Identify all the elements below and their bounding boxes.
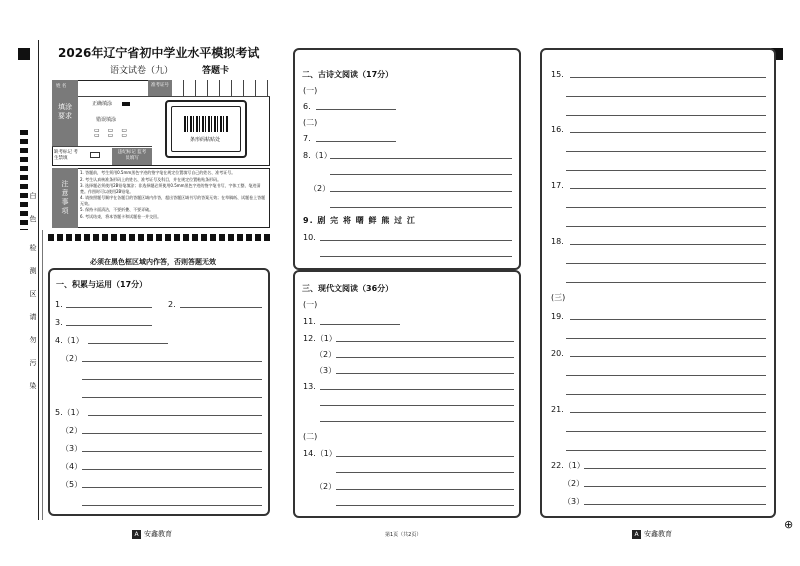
- brand-logo-icon: A: [632, 530, 641, 539]
- strip-char: 色: [29, 215, 37, 223]
- note-item: 1. 答题前，考生须用0.5mm黑色字迹的签字笔在规定位置填写自己的姓名、准考证号。: [80, 170, 236, 175]
- q22-1-answer-line[interactable]: [584, 468, 766, 469]
- exam-no-label: 准考证号: [151, 83, 169, 88]
- name-label: 姓 名: [56, 84, 67, 89]
- q5-sub-label: （2）: [61, 426, 83, 435]
- q13-answer-line[interactable]: [320, 389, 514, 390]
- exam-subtitle: 语文试卷（九）: [110, 66, 174, 76]
- q16-label: 16.: [551, 125, 564, 134]
- q18-answer-line[interactable]: [566, 263, 766, 264]
- q6-label: 6.: [303, 102, 311, 111]
- q16-answer-line[interactable]: [570, 132, 766, 133]
- q15-answer-line[interactable]: [566, 96, 766, 97]
- q22-sub-answer-line[interactable]: [584, 504, 766, 505]
- answer-warning: 必须在黑色框区域内作答，否则答题无效: [90, 258, 216, 266]
- q4-2-answer-line[interactable]: [82, 379, 262, 380]
- section2-title: 二、古诗文阅读（17分）: [302, 70, 394, 79]
- q4-2-answer-line[interactable]: [82, 361, 262, 362]
- q1-label: 1.: [55, 300, 63, 309]
- q12-sub-label: （3）: [315, 366, 337, 375]
- q3-answer-line[interactable]: [66, 325, 152, 326]
- q9-label: 9. 剧 完 将 曙 鲜 熊 过 江: [303, 216, 416, 225]
- left-border-inner: [42, 230, 43, 520]
- q15-answer-line[interactable]: [570, 77, 766, 78]
- correct-fill-sample: [122, 102, 130, 106]
- q5-sub-answer-line[interactable]: [82, 487, 262, 488]
- q4-2-label: （2）: [61, 354, 83, 363]
- q7-label: 7.: [303, 134, 311, 143]
- column3-panel: [540, 48, 776, 518]
- q4-label: 4.（1）: [55, 336, 84, 345]
- registration-mark-icon: ⊕: [784, 518, 794, 531]
- q5-sub-answer-line[interactable]: [82, 469, 262, 470]
- violation-label: 违纪标记 监考员填写: [117, 150, 147, 161]
- q5-label: 5.（1）: [55, 408, 84, 417]
- hatch-bar: [48, 234, 273, 241]
- q12-sub-answer-line[interactable]: [336, 357, 514, 358]
- page-number: 第1页（共2页）: [385, 532, 422, 538]
- q8-label: 8.（1）: [303, 151, 332, 160]
- q13-answer-line[interactable]: [320, 405, 514, 406]
- q6-answer-line[interactable]: [316, 109, 396, 110]
- note-item: 2. 考生认真核准条形码上的姓名、准考证号及科目，并在规定位置粘贴条形码。: [80, 176, 222, 182]
- q15-answer-line[interactable]: [566, 115, 766, 116]
- q7-answer-line[interactable]: [316, 141, 396, 142]
- absent-label: 缺考标记 考生禁填: [54, 150, 78, 161]
- section2-part2: (二): [303, 118, 318, 127]
- q21-answer-line[interactable]: [566, 450, 766, 451]
- q18-answer-line[interactable]: [570, 244, 766, 245]
- section3-part1: (一): [303, 300, 318, 309]
- white-detection-strip: [27, 192, 39, 405]
- q18-answer-line[interactable]: [566, 282, 766, 283]
- q4-1-answer-line[interactable]: [88, 343, 168, 344]
- strip-char: 测: [29, 267, 37, 275]
- q13-answer-line[interactable]: [320, 421, 514, 422]
- notes-label: 注意事项: [61, 180, 69, 215]
- q8-1-answer-line[interactable]: [330, 174, 512, 175]
- q5-sub-label: （4）: [61, 462, 83, 471]
- exam-no-grid[interactable]: [172, 80, 270, 96]
- strip-char: 污: [29, 359, 37, 367]
- q21-answer-line[interactable]: [570, 412, 766, 413]
- card-label: 答题卡: [202, 66, 230, 76]
- strip-char: 染: [29, 382, 37, 390]
- q14-2-label: （2）: [315, 482, 337, 491]
- q14-2-answer-line[interactable]: [336, 489, 514, 490]
- q5-sub-answer-line[interactable]: [82, 451, 262, 452]
- q19-label: 19.: [551, 312, 564, 321]
- q16-answer-line[interactable]: [566, 170, 766, 171]
- brand-name: 安鑫教育: [144, 530, 172, 538]
- q5-1-answer-line[interactable]: [88, 415, 262, 416]
- q13-label: 13.: [303, 382, 316, 391]
- q5-sub-label: （5）: [61, 480, 83, 489]
- q4-2-answer-line[interactable]: [82, 397, 262, 398]
- corner-mark: [18, 48, 30, 60]
- barcode-label: 条形码粘贴处: [190, 137, 221, 143]
- note-item: 4. 请按照题号顺序在各题目的答题区域内作答，超出答题区域书写的答案无效；在草稿纸、试题卷上答题无效。: [80, 195, 266, 206]
- q22-label: 22.（1）: [551, 461, 585, 470]
- strip-char: 白: [29, 192, 37, 200]
- q12-1-answer-line[interactable]: [336, 341, 514, 342]
- q14-label: 14.（1）: [303, 449, 337, 458]
- q5-sub-label: （3）: [61, 444, 83, 453]
- q10-label: 10.: [303, 233, 316, 242]
- strip-char: 区: [29, 290, 37, 298]
- q14-1-answer-line[interactable]: [336, 472, 514, 473]
- q18-label: 18.: [551, 237, 564, 246]
- info-row-divider: [52, 96, 270, 97]
- barcode-icon: [184, 116, 228, 132]
- wrong-fill-label: 错误填涂: [96, 117, 117, 123]
- q1-answer-line[interactable]: [66, 307, 152, 308]
- note-item: 6. 考试结束，将本答题卡和试题卷一并交回。: [80, 213, 162, 219]
- q17-answer-line[interactable]: [566, 226, 766, 227]
- section1-panel: [48, 268, 270, 516]
- section1-title: 一、积累与运用（17分）: [56, 280, 148, 289]
- q5-sub-answer-line[interactable]: [82, 433, 262, 434]
- q20-answer-line[interactable]: [566, 375, 766, 376]
- wrong-fill-samples: ▭▭▭ ▭▭▭: [94, 127, 136, 139]
- notes-list: [80, 170, 268, 220]
- strip-char: 检: [29, 244, 37, 252]
- brand-logo-icon: A: [132, 530, 141, 539]
- q14-2-answer-line[interactable]: [336, 505, 514, 506]
- q3-label: 3.: [55, 318, 63, 327]
- q11-label: 11.: [303, 317, 316, 326]
- q8-2-answer-line[interactable]: [330, 207, 512, 208]
- q19-answer-line[interactable]: [570, 319, 766, 320]
- q15-label: 15.: [551, 70, 564, 79]
- correct-fill-label: 正确填涂: [92, 101, 113, 107]
- q20-answer-line[interactable]: [570, 356, 766, 357]
- fill-req-label: 填涂要求: [58, 103, 72, 120]
- q10-answer-line[interactable]: [320, 240, 512, 241]
- q8-2-label: （2）: [309, 184, 331, 193]
- q22-sub-label: （3）: [563, 497, 585, 506]
- q21-label: 21.: [551, 405, 564, 414]
- brand-name: 安鑫教育: [644, 530, 672, 538]
- q2-label: 2.: [168, 300, 176, 309]
- q17-answer-line[interactable]: [570, 188, 766, 189]
- q19-answer-line[interactable]: [566, 338, 766, 339]
- q8-1-answer-line[interactable]: [330, 158, 512, 159]
- q17-label: 17.: [551, 181, 564, 190]
- section3-title: 三、现代文阅读（36分）: [302, 284, 394, 293]
- q2-answer-line[interactable]: [180, 307, 262, 308]
- q12-sub-answer-line[interactable]: [336, 373, 514, 374]
- q21-answer-line[interactable]: [566, 431, 766, 432]
- q16-answer-line[interactable]: [566, 151, 766, 152]
- q10-answer-line[interactable]: [320, 256, 512, 257]
- q17-answer-line[interactable]: [566, 207, 766, 208]
- q12-label: 12.（1）: [303, 334, 337, 343]
- q8-2-answer-line[interactable]: [330, 191, 512, 192]
- q20-answer-line[interactable]: [566, 394, 766, 395]
- note-item: 3. 选择题必须使用2B铅笔填涂；非选择题必须使用0.5mm黑色字迹的签字笔书写，字体工整、笔迹清楚。作图时可以使用2B铅笔。: [80, 183, 261, 194]
- q12-sub-label: （2）: [315, 350, 337, 359]
- strip-char: 勿: [29, 336, 37, 344]
- strip-char: 请: [29, 313, 37, 321]
- q20-label: 20.: [551, 349, 564, 358]
- fill-divider: [52, 146, 152, 147]
- note-item: 5. 保持卡面清洁，不要折叠、不要弄破。: [80, 207, 154, 212]
- absent-mark-box[interactable]: [90, 152, 100, 158]
- section2-part1: (一): [303, 86, 318, 95]
- section3-panel: [293, 270, 521, 518]
- q22-sub-answer-line[interactable]: [584, 486, 766, 487]
- q14-1-answer-line[interactable]: [336, 456, 514, 457]
- name-field[interactable]: [78, 80, 149, 96]
- column3-part3: (三): [551, 293, 566, 302]
- q11-answer-line[interactable]: [320, 324, 400, 325]
- exam-title: 2026年辽宁省初中学业水平模拟考试: [58, 46, 260, 60]
- section3-part2: (二): [303, 432, 318, 441]
- q5-sub-answer-line[interactable]: [82, 505, 262, 506]
- q22-sub-label: （2）: [563, 479, 585, 488]
